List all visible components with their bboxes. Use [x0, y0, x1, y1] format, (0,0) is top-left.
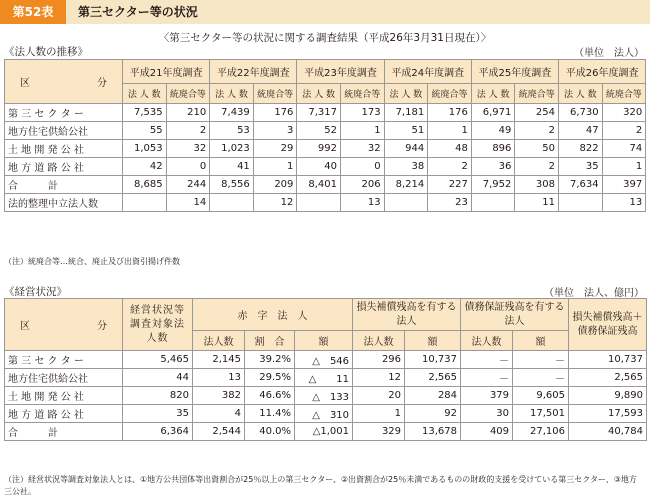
table-cell: 308: [515, 176, 559, 194]
survey-subtitle: 〈第三セクター等の状況に関する調査結果（平成26年3月31日現在）〉: [158, 32, 492, 44]
table-cell: 8,556: [210, 176, 254, 194]
table-cell: 8,214: [384, 176, 428, 194]
table-cell: 0: [166, 158, 210, 176]
table-cell: 40.0%: [245, 423, 295, 441]
table-cell: 896: [471, 140, 515, 158]
year-header: 平成26年度調査: [559, 60, 646, 84]
table-cell: 244: [166, 176, 210, 194]
table-row: [5, 387, 647, 405]
table-cell: 50: [515, 140, 559, 158]
table-cell: 379: [461, 387, 513, 405]
table-row: [5, 158, 646, 176]
table-cell: 52: [297, 122, 341, 140]
table-cell: 20: [353, 387, 405, 405]
table-cell: 74: [602, 140, 646, 158]
sub-header-consolidation: 統廃合等: [166, 84, 210, 104]
row-label: 土 地 開 発 公 社: [5, 140, 123, 158]
table-cell: 29: [253, 140, 297, 158]
table-cell: 11.4%: [245, 405, 295, 423]
table-row: [5, 405, 647, 423]
section1-note: （注）統廃合等…統合、廃止及び出資引揚げ件数: [4, 257, 180, 266]
table-cell: 44: [123, 369, 193, 387]
table-cell: 41: [210, 158, 254, 176]
year-header: 平成25年度調査: [471, 60, 558, 84]
table-cell: 13: [341, 194, 385, 212]
corporation-count-table: [4, 59, 646, 212]
table-cell: 13: [193, 369, 245, 387]
table-cell: 2,565: [569, 369, 647, 387]
sub-header-amount: 額: [405, 331, 461, 351]
table-cell: 2: [602, 122, 646, 140]
sub-header-count: 法 人 数: [471, 84, 515, 104]
page-title: 第三セクター等の状況: [78, 5, 198, 19]
table-row: [5, 194, 646, 212]
table-cell: －: [513, 369, 569, 387]
sub-header-amount: 額: [513, 331, 569, 351]
sub-header-count: 法人数: [353, 331, 405, 351]
table-cell: 227: [428, 176, 472, 194]
table-cell: 32: [166, 140, 210, 158]
sub-header-count: 法 人 数: [297, 84, 341, 104]
table-cell: 8,401: [297, 176, 341, 194]
table-cell: 2,145: [193, 351, 245, 369]
table-cell: 7,317: [297, 104, 341, 122]
table-cell: 397: [602, 176, 646, 194]
table-cell: 320: [602, 104, 646, 122]
table-cell: 2: [428, 158, 472, 176]
table-cell: 1: [428, 122, 472, 140]
table-cell: 6,971: [471, 104, 515, 122]
table-cell: 11: [515, 194, 559, 212]
table-row: [5, 351, 647, 369]
table-cell: 48: [428, 140, 472, 158]
table-cell: 6,730: [559, 104, 603, 122]
sub-header-count: 法 人 数: [123, 84, 167, 104]
table-cell: [123, 194, 167, 212]
table-cell: 409: [461, 423, 513, 441]
year-header: 平成23年度調査: [297, 60, 384, 84]
table-cell: －: [461, 369, 513, 387]
corner-header: 区 分: [5, 60, 123, 104]
target-count-header: 経営状況等調査対象法人数: [123, 299, 193, 351]
sub-header-count: 法 人 数: [559, 84, 603, 104]
sub-header-count: 法人数: [193, 331, 245, 351]
sub-header-consolidation: 統廃合等: [428, 84, 472, 104]
table-cell: 17,593: [569, 405, 647, 423]
row-label: 第 三 セ ク タ ー: [5, 351, 123, 369]
table-row: [5, 176, 646, 194]
row-label: 合 計: [5, 176, 123, 194]
table-cell: 12: [253, 194, 297, 212]
loss-compensation-group-header: 損失補償残高を有する法人: [353, 299, 461, 331]
table-cell: 2: [166, 122, 210, 140]
sub-header-count: 法 人 数: [210, 84, 254, 104]
row-label: 地 方 道 路 公 社: [5, 158, 123, 176]
table-row: [5, 369, 647, 387]
table-cell: －: [513, 351, 569, 369]
table-cell: [297, 194, 341, 212]
table-cell: 27,106: [513, 423, 569, 441]
section1-unit: （単位 法人）: [574, 48, 644, 59]
sub-header-consolidation: 統廃合等: [341, 84, 385, 104]
table-cell: [559, 194, 603, 212]
table-row: [5, 104, 646, 122]
table-cell: 7,952: [471, 176, 515, 194]
table-cell: 1: [353, 405, 405, 423]
table-cell: △1,001: [295, 423, 353, 441]
table-cell: 47: [559, 122, 603, 140]
table-cell: 53: [210, 122, 254, 140]
table-cell: 9,605: [513, 387, 569, 405]
table-cell: 51: [384, 122, 428, 140]
table-cell: 4: [193, 405, 245, 423]
table-cell: 29.5%: [245, 369, 295, 387]
table-cell: 36: [471, 158, 515, 176]
table-cell: 284: [405, 387, 461, 405]
table-cell: 2,565: [405, 369, 461, 387]
section1-title: 《法人数の推移》: [4, 46, 88, 58]
table-cell: △ 310: [295, 405, 353, 423]
sub-header-count: 法人数: [461, 331, 513, 351]
deficit-group-header: 赤 字 法 人: [193, 299, 353, 331]
header-bar: [0, 0, 650, 24]
table-cell: 14: [166, 194, 210, 212]
table-cell: 9,890: [569, 387, 647, 405]
row-label: 地 方 道 路 公 社: [5, 405, 123, 423]
table-cell: 46.6%: [245, 387, 295, 405]
table-cell: 8,685: [123, 176, 167, 194]
table-cell: 820: [123, 387, 193, 405]
sub-header-ratio: 割 合: [245, 331, 295, 351]
table-cell: 39.2%: [245, 351, 295, 369]
row-label: 土 地 開 発 公 社: [5, 387, 123, 405]
table-cell: 2: [515, 122, 559, 140]
year-header: 平成21年度調査: [123, 60, 210, 84]
table-cell: [471, 194, 515, 212]
table-cell: 30: [461, 405, 513, 423]
row-label: 合 計: [5, 423, 123, 441]
table-cell: 2,544: [193, 423, 245, 441]
table-cell: 176: [253, 104, 297, 122]
table-cell: 206: [341, 176, 385, 194]
table-cell: 7,439: [210, 104, 254, 122]
table-cell: 40: [297, 158, 341, 176]
table-cell: 1: [253, 158, 297, 176]
table-cell: 3: [253, 122, 297, 140]
table-cell: 10,737: [405, 351, 461, 369]
table-cell: 10,737: [569, 351, 647, 369]
table-row: [5, 423, 647, 441]
table-cell: 23: [428, 194, 472, 212]
table-cell: 42: [123, 158, 167, 176]
table-cell: [384, 194, 428, 212]
table-cell: 35: [123, 405, 193, 423]
table-cell: 176: [428, 104, 472, 122]
table-cell: 6,364: [123, 423, 193, 441]
sub-header-consolidation: 統廃合等: [602, 84, 646, 104]
table-cell: 17,501: [513, 405, 569, 423]
section2-title: 《経営状況》: [4, 286, 67, 298]
table-cell: 382: [193, 387, 245, 405]
sub-header-count: 法 人 数: [384, 84, 428, 104]
corner-header: 区 分: [5, 299, 123, 351]
table-cell: 822: [559, 140, 603, 158]
row-label: 第 三 セ ク タ ー: [5, 104, 123, 122]
table-cell: 55: [123, 122, 167, 140]
sub-header-consolidation: 統廃合等: [515, 84, 559, 104]
table-cell: －: [461, 351, 513, 369]
table-cell: 92: [405, 405, 461, 423]
row-label: 法的整理中立法人数: [5, 194, 123, 212]
combined-balance-header: 損失補償残高＋債務保証残高: [569, 299, 647, 351]
table-cell: 254: [515, 104, 559, 122]
table-cell: 7,634: [559, 176, 603, 194]
table-cell: 1: [341, 122, 385, 140]
table-cell: 49: [471, 122, 515, 140]
table-cell: 1,053: [123, 140, 167, 158]
table-cell: 992: [297, 140, 341, 158]
table-cell: 13,678: [405, 423, 461, 441]
table-cell: 944: [384, 140, 428, 158]
management-status-table: [4, 298, 647, 441]
table-cell: 296: [353, 351, 405, 369]
table-row: [5, 140, 646, 158]
table-cell: 173: [341, 104, 385, 122]
table-cell: 5,465: [123, 351, 193, 369]
section2-note: （注）経営状況等調査対象法人とは、①地方公共団体等出資割合が25％以上の第三セクター、②出資割合が25％未満であるものの財政的支援を受けている第三セクター、③地方三公社。: [4, 475, 637, 496]
table-cell: 329: [353, 423, 405, 441]
table-cell: 1: [602, 158, 646, 176]
table-cell: △ 133: [295, 387, 353, 405]
table-cell: 7,535: [123, 104, 167, 122]
table-cell: 210: [166, 104, 210, 122]
row-label: 地方住宅供給公社: [5, 122, 123, 140]
debt-guarantee-group-header: 債務保証残高を有する法人: [461, 299, 569, 331]
table-cell: 13: [602, 194, 646, 212]
table-cell: △ 546: [295, 351, 353, 369]
table-cell: 0: [341, 158, 385, 176]
table-number-badge: 第52表: [0, 0, 66, 24]
table-cell: 40,784: [569, 423, 647, 441]
table-cell: 32: [341, 140, 385, 158]
row-label: 地方住宅供給公社: [5, 369, 123, 387]
sub-header-consolidation: 統廃合等: [253, 84, 297, 104]
table-cell: 2: [515, 158, 559, 176]
table-cell: 12: [353, 369, 405, 387]
table-cell: 1,023: [210, 140, 254, 158]
table-cell: 38: [384, 158, 428, 176]
year-header: 平成22年度調査: [210, 60, 297, 84]
table-cell: △ 11: [295, 369, 353, 387]
sub-header-amount: 額: [295, 331, 353, 351]
table-cell: [210, 194, 254, 212]
section2-unit: （単位 法人、億円）: [544, 288, 644, 299]
table-cell: 7,181: [384, 104, 428, 122]
year-header: 平成24年度調査: [384, 60, 471, 84]
table-cell: 35: [559, 158, 603, 176]
table-row: [5, 122, 646, 140]
table-cell: 209: [253, 176, 297, 194]
